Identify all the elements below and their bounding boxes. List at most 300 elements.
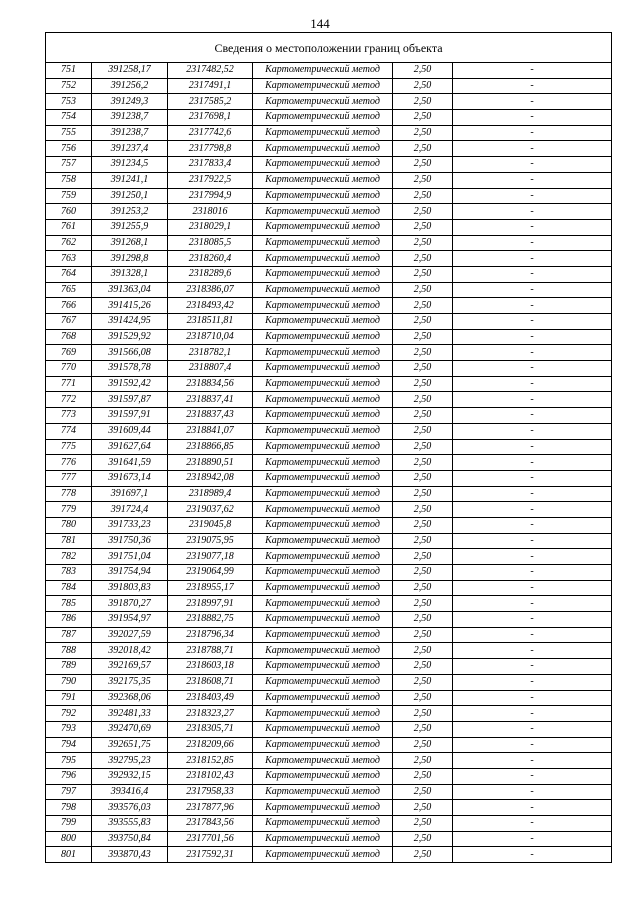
table-row bbox=[46, 157, 612, 173]
accuracy-cell: 2,50 bbox=[393, 816, 453, 832]
y-coordinate-cell: 2318837,41 bbox=[168, 392, 253, 408]
table-row bbox=[46, 408, 612, 424]
method-cell: Картометрический метод bbox=[253, 219, 393, 235]
x-coordinate-cell: 392932,15 bbox=[92, 768, 168, 784]
accuracy-cell: 2,50 bbox=[393, 408, 453, 424]
y-coordinate-cell: 2317592,31 bbox=[168, 847, 253, 863]
method-cell: Картометрический метод bbox=[253, 314, 393, 330]
accuracy-cell: 2,50 bbox=[393, 219, 453, 235]
x-coordinate-cell: 391592,42 bbox=[92, 376, 168, 392]
accuracy-cell: 2,50 bbox=[393, 674, 453, 690]
point-number-cell: 793 bbox=[46, 721, 92, 737]
method-cell: Картометрический метод bbox=[253, 204, 393, 220]
x-coordinate-cell: 391268,1 bbox=[92, 235, 168, 251]
x-coordinate-cell: 391597,87 bbox=[92, 392, 168, 408]
method-cell: Картометрический метод bbox=[253, 486, 393, 502]
x-coordinate-cell: 391298,8 bbox=[92, 251, 168, 267]
point-number-cell: 800 bbox=[46, 831, 92, 847]
x-coordinate-cell: 392027,59 bbox=[92, 627, 168, 643]
accuracy-cell: 2,50 bbox=[393, 596, 453, 612]
point-number-cell: 763 bbox=[46, 251, 92, 267]
y-coordinate-cell: 2318260,4 bbox=[168, 251, 253, 267]
accuracy-cell: 2,50 bbox=[393, 361, 453, 377]
accuracy-cell: 2,50 bbox=[393, 643, 453, 659]
method-cell: Картометрический метод bbox=[253, 627, 393, 643]
x-coordinate-cell: 391724,4 bbox=[92, 502, 168, 518]
point-number-cell: 789 bbox=[46, 659, 92, 675]
table-row bbox=[46, 251, 612, 267]
description-cell: - bbox=[453, 784, 612, 800]
y-coordinate-cell: 2318942,08 bbox=[168, 470, 253, 486]
y-coordinate-cell: 2318386,07 bbox=[168, 282, 253, 298]
point-number-cell: 773 bbox=[46, 408, 92, 424]
y-coordinate-cell: 2319037,62 bbox=[168, 502, 253, 518]
x-coordinate-cell: 391328,1 bbox=[92, 266, 168, 282]
accuracy-cell: 2,50 bbox=[393, 266, 453, 282]
point-number-cell: 792 bbox=[46, 706, 92, 722]
table-row bbox=[46, 596, 612, 612]
table-row bbox=[46, 63, 612, 79]
accuracy-cell: 2,50 bbox=[393, 690, 453, 706]
y-coordinate-cell: 2318997,91 bbox=[168, 596, 253, 612]
table-row bbox=[46, 612, 612, 628]
x-coordinate-cell: 391641,59 bbox=[92, 455, 168, 471]
y-coordinate-cell: 2318289,6 bbox=[168, 266, 253, 282]
point-number-cell: 753 bbox=[46, 94, 92, 110]
method-cell: Картометрический метод bbox=[253, 329, 393, 345]
method-cell: Картометрический метод bbox=[253, 298, 393, 314]
description-cell: - bbox=[453, 282, 612, 298]
y-coordinate-cell: 2317877,96 bbox=[168, 800, 253, 816]
accuracy-cell: 2,50 bbox=[393, 251, 453, 267]
y-coordinate-cell: 2317585,2 bbox=[168, 94, 253, 110]
table-row bbox=[46, 110, 612, 126]
table-row bbox=[46, 674, 612, 690]
description-cell: - bbox=[453, 753, 612, 769]
accuracy-cell: 2,50 bbox=[393, 455, 453, 471]
y-coordinate-cell: 2318209,66 bbox=[168, 737, 253, 753]
table-row bbox=[46, 737, 612, 753]
method-cell: Картометрический метод bbox=[253, 737, 393, 753]
table-row bbox=[46, 78, 612, 94]
accuracy-cell: 2,50 bbox=[393, 314, 453, 330]
description-cell: - bbox=[453, 816, 612, 832]
method-cell: Картометрический метод bbox=[253, 110, 393, 126]
description-cell: - bbox=[453, 565, 612, 581]
method-cell: Картометрический метод bbox=[253, 266, 393, 282]
point-number-cell: 775 bbox=[46, 439, 92, 455]
y-coordinate-cell: 2317843,56 bbox=[168, 816, 253, 832]
x-coordinate-cell: 392795,23 bbox=[92, 753, 168, 769]
method-cell: Картометрический метод bbox=[253, 345, 393, 361]
accuracy-cell: 2,50 bbox=[393, 439, 453, 455]
description-cell: - bbox=[453, 831, 612, 847]
point-number-cell: 781 bbox=[46, 533, 92, 549]
table-row bbox=[46, 502, 612, 518]
y-coordinate-cell: 2318603,18 bbox=[168, 659, 253, 675]
method-cell: Картометрический метод bbox=[253, 565, 393, 581]
table-row bbox=[46, 423, 612, 439]
point-number-cell: 783 bbox=[46, 565, 92, 581]
description-cell: - bbox=[453, 141, 612, 157]
method-cell: Картометрический метод bbox=[253, 847, 393, 863]
y-coordinate-cell: 2318955,17 bbox=[168, 580, 253, 596]
point-number-cell: 798 bbox=[46, 800, 92, 816]
point-number-cell: 786 bbox=[46, 612, 92, 628]
description-cell: - bbox=[453, 517, 612, 533]
method-cell: Картометрический метод bbox=[253, 282, 393, 298]
accuracy-cell: 2,50 bbox=[393, 110, 453, 126]
description-cell: - bbox=[453, 596, 612, 612]
accuracy-cell: 2,50 bbox=[393, 376, 453, 392]
x-coordinate-cell: 391597,91 bbox=[92, 408, 168, 424]
x-coordinate-cell: 391754,94 bbox=[92, 565, 168, 581]
description-cell: - bbox=[453, 235, 612, 251]
y-coordinate-cell: 2317698,1 bbox=[168, 110, 253, 126]
accuracy-cell: 2,50 bbox=[393, 78, 453, 94]
method-cell: Картометрический метод bbox=[253, 659, 393, 675]
point-number-cell: 751 bbox=[46, 63, 92, 79]
table-row bbox=[46, 266, 612, 282]
x-coordinate-cell: 391566,08 bbox=[92, 345, 168, 361]
accuracy-cell: 2,50 bbox=[393, 502, 453, 518]
method-cell: Картометрический метод bbox=[253, 455, 393, 471]
y-coordinate-cell: 2318837,43 bbox=[168, 408, 253, 424]
description-cell: - bbox=[453, 768, 612, 784]
method-cell: Картометрический метод bbox=[253, 596, 393, 612]
accuracy-cell: 2,50 bbox=[393, 188, 453, 204]
table-row bbox=[46, 690, 612, 706]
method-cell: Картометрический метод bbox=[253, 470, 393, 486]
y-coordinate-cell: 2318882,75 bbox=[168, 612, 253, 628]
x-coordinate-cell: 391249,3 bbox=[92, 94, 168, 110]
method-cell: Картометрический метод bbox=[253, 612, 393, 628]
method-cell: Картометрический метод bbox=[253, 517, 393, 533]
y-coordinate-cell: 2318029,1 bbox=[168, 219, 253, 235]
description-cell: - bbox=[453, 847, 612, 863]
accuracy-cell: 2,50 bbox=[393, 753, 453, 769]
description-cell: - bbox=[453, 800, 612, 816]
accuracy-cell: 2,50 bbox=[393, 486, 453, 502]
table-row bbox=[46, 753, 612, 769]
table-row bbox=[46, 282, 612, 298]
method-cell: Картометрический метод bbox=[253, 172, 393, 188]
table-row bbox=[46, 721, 612, 737]
table-row bbox=[46, 517, 612, 533]
table-row bbox=[46, 141, 612, 157]
point-number-cell: 776 bbox=[46, 455, 92, 471]
method-cell: Картометрический метод bbox=[253, 125, 393, 141]
point-number-cell: 785 bbox=[46, 596, 92, 612]
description-cell: - bbox=[453, 423, 612, 439]
description-cell: - bbox=[453, 266, 612, 282]
method-cell: Картометрический метод bbox=[253, 502, 393, 518]
accuracy-cell: 2,50 bbox=[393, 172, 453, 188]
accuracy-cell: 2,50 bbox=[393, 204, 453, 220]
y-coordinate-cell: 2318710,04 bbox=[168, 329, 253, 345]
point-number-cell: 756 bbox=[46, 141, 92, 157]
accuracy-cell: 2,50 bbox=[393, 533, 453, 549]
description-cell: - bbox=[453, 345, 612, 361]
description-cell: - bbox=[453, 627, 612, 643]
description-cell: - bbox=[453, 580, 612, 596]
y-coordinate-cell: 2317798,8 bbox=[168, 141, 253, 157]
x-coordinate-cell: 391424,95 bbox=[92, 314, 168, 330]
method-cell: Картометрический метод bbox=[253, 721, 393, 737]
accuracy-cell: 2,50 bbox=[393, 63, 453, 79]
x-coordinate-cell: 391609,44 bbox=[92, 423, 168, 439]
accuracy-cell: 2,50 bbox=[393, 768, 453, 784]
method-cell: Картометрический метод bbox=[253, 376, 393, 392]
y-coordinate-cell: 2318102,43 bbox=[168, 768, 253, 784]
x-coordinate-cell: 392368,06 bbox=[92, 690, 168, 706]
y-coordinate-cell: 2318323,27 bbox=[168, 706, 253, 722]
point-number-cell: 755 bbox=[46, 125, 92, 141]
table-row bbox=[46, 533, 612, 549]
method-cell: Картометрический метод bbox=[253, 361, 393, 377]
table-row bbox=[46, 659, 612, 675]
description-cell: - bbox=[453, 533, 612, 549]
description-cell: - bbox=[453, 455, 612, 471]
x-coordinate-cell: 391255,9 bbox=[92, 219, 168, 235]
table-row bbox=[46, 549, 612, 565]
x-coordinate-cell: 391237,4 bbox=[92, 141, 168, 157]
point-number-cell: 780 bbox=[46, 517, 92, 533]
x-coordinate-cell: 392470,69 bbox=[92, 721, 168, 737]
method-cell: Картометрический метод bbox=[253, 188, 393, 204]
accuracy-cell: 2,50 bbox=[393, 831, 453, 847]
method-cell: Картометрический метод bbox=[253, 549, 393, 565]
description-cell: - bbox=[453, 78, 612, 94]
x-coordinate-cell: 391238,7 bbox=[92, 125, 168, 141]
description-cell: - bbox=[453, 737, 612, 753]
boundary-coordinates-table bbox=[45, 32, 612, 863]
description-cell: - bbox=[453, 690, 612, 706]
x-coordinate-cell: 391234,5 bbox=[92, 157, 168, 173]
x-coordinate-cell: 391250,1 bbox=[92, 188, 168, 204]
x-coordinate-cell: 391256,2 bbox=[92, 78, 168, 94]
description-cell: - bbox=[453, 110, 612, 126]
point-number-cell: 752 bbox=[46, 78, 92, 94]
method-cell: Картометрический метод bbox=[253, 831, 393, 847]
point-number-cell: 801 bbox=[46, 847, 92, 863]
x-coordinate-cell: 391673,14 bbox=[92, 470, 168, 486]
description-cell: - bbox=[453, 361, 612, 377]
point-number-cell: 777 bbox=[46, 470, 92, 486]
accuracy-cell: 2,50 bbox=[393, 612, 453, 628]
x-coordinate-cell: 391751,04 bbox=[92, 549, 168, 565]
point-number-cell: 768 bbox=[46, 329, 92, 345]
table-row bbox=[46, 188, 612, 204]
accuracy-cell: 2,50 bbox=[393, 423, 453, 439]
accuracy-cell: 2,50 bbox=[393, 282, 453, 298]
accuracy-cell: 2,50 bbox=[393, 706, 453, 722]
description-cell: - bbox=[453, 706, 612, 722]
point-number-cell: 787 bbox=[46, 627, 92, 643]
accuracy-cell: 2,50 bbox=[393, 345, 453, 361]
y-coordinate-cell: 2319045,8 bbox=[168, 517, 253, 533]
x-coordinate-cell: 391363,04 bbox=[92, 282, 168, 298]
y-coordinate-cell: 2318989,4 bbox=[168, 486, 253, 502]
x-coordinate-cell: 391253,2 bbox=[92, 204, 168, 220]
table-row bbox=[46, 470, 612, 486]
x-coordinate-cell: 391578,78 bbox=[92, 361, 168, 377]
y-coordinate-cell: 2318807,4 bbox=[168, 361, 253, 377]
page-number: 144 bbox=[310, 16, 330, 31]
method-cell: Картометрический метод bbox=[253, 690, 393, 706]
method-cell: Картометрический метод bbox=[253, 768, 393, 784]
accuracy-cell: 2,50 bbox=[393, 721, 453, 737]
x-coordinate-cell: 391870,27 bbox=[92, 596, 168, 612]
point-number-cell: 760 bbox=[46, 204, 92, 220]
point-number-cell: 784 bbox=[46, 580, 92, 596]
table-row bbox=[46, 125, 612, 141]
description-cell: - bbox=[453, 125, 612, 141]
y-coordinate-cell: 2318403,49 bbox=[168, 690, 253, 706]
method-cell: Картометрический метод bbox=[253, 800, 393, 816]
y-coordinate-cell: 2317994,9 bbox=[168, 188, 253, 204]
description-cell: - bbox=[453, 94, 612, 110]
table-row bbox=[46, 565, 612, 581]
y-coordinate-cell: 2317833,4 bbox=[168, 157, 253, 173]
description-cell: - bbox=[453, 439, 612, 455]
y-coordinate-cell: 2318782,1 bbox=[168, 345, 253, 361]
description-cell: - bbox=[453, 502, 612, 518]
table-row bbox=[46, 706, 612, 722]
method-cell: Картометрический метод bbox=[253, 674, 393, 690]
accuracy-cell: 2,50 bbox=[393, 157, 453, 173]
point-number-cell: 769 bbox=[46, 345, 92, 361]
accuracy-cell: 2,50 bbox=[393, 800, 453, 816]
method-cell: Картометрический метод bbox=[253, 439, 393, 455]
x-coordinate-cell: 391733,23 bbox=[92, 517, 168, 533]
point-number-cell: 762 bbox=[46, 235, 92, 251]
x-coordinate-cell: 391750,36 bbox=[92, 533, 168, 549]
x-coordinate-cell: 391238,7 bbox=[92, 110, 168, 126]
point-number-cell: 759 bbox=[46, 188, 92, 204]
table-title: Сведения о местоположении границ объекта bbox=[46, 33, 612, 63]
x-coordinate-cell: 392169,57 bbox=[92, 659, 168, 675]
y-coordinate-cell: 2318890,51 bbox=[168, 455, 253, 471]
method-cell: Картометрический метод bbox=[253, 816, 393, 832]
point-number-cell: 794 bbox=[46, 737, 92, 753]
description-cell: - bbox=[453, 251, 612, 267]
point-number-cell: 772 bbox=[46, 392, 92, 408]
x-coordinate-cell: 392651,75 bbox=[92, 737, 168, 753]
point-number-cell: 774 bbox=[46, 423, 92, 439]
x-coordinate-cell: 391529,92 bbox=[92, 329, 168, 345]
table-row bbox=[46, 768, 612, 784]
table-row bbox=[46, 376, 612, 392]
method-cell: Картометрический метод bbox=[253, 643, 393, 659]
description-cell: - bbox=[453, 298, 612, 314]
x-coordinate-cell: 391415,26 bbox=[92, 298, 168, 314]
x-coordinate-cell: 393750,84 bbox=[92, 831, 168, 847]
accuracy-cell: 2,50 bbox=[393, 847, 453, 863]
method-cell: Картометрический метод bbox=[253, 423, 393, 439]
x-coordinate-cell: 391627,64 bbox=[92, 439, 168, 455]
method-cell: Картометрический метод bbox=[253, 580, 393, 596]
table-row bbox=[46, 204, 612, 220]
accuracy-cell: 2,50 bbox=[393, 329, 453, 345]
x-coordinate-cell: 393416,4 bbox=[92, 784, 168, 800]
method-cell: Картометрический метод bbox=[253, 94, 393, 110]
accuracy-cell: 2,50 bbox=[393, 235, 453, 251]
y-coordinate-cell: 2319075,95 bbox=[168, 533, 253, 549]
y-coordinate-cell: 2317482,52 bbox=[168, 63, 253, 79]
method-cell: Картометрический метод bbox=[253, 141, 393, 157]
description-cell: - bbox=[453, 659, 612, 675]
method-cell: Картометрический метод bbox=[253, 235, 393, 251]
method-cell: Картометрический метод bbox=[253, 533, 393, 549]
point-number-cell: 761 bbox=[46, 219, 92, 235]
table-row bbox=[46, 816, 612, 832]
description-cell: - bbox=[453, 63, 612, 79]
accuracy-cell: 2,50 bbox=[393, 565, 453, 581]
table-row bbox=[46, 627, 612, 643]
y-coordinate-cell: 2317958,33 bbox=[168, 784, 253, 800]
y-coordinate-cell: 2319077,18 bbox=[168, 549, 253, 565]
accuracy-cell: 2,50 bbox=[393, 784, 453, 800]
description-cell: - bbox=[453, 157, 612, 173]
accuracy-cell: 2,50 bbox=[393, 470, 453, 486]
table-row bbox=[46, 643, 612, 659]
x-coordinate-cell: 391803,83 bbox=[92, 580, 168, 596]
point-number-cell: 766 bbox=[46, 298, 92, 314]
accuracy-cell: 2,50 bbox=[393, 659, 453, 675]
table-row bbox=[46, 439, 612, 455]
y-coordinate-cell: 2317701,56 bbox=[168, 831, 253, 847]
description-cell: - bbox=[453, 408, 612, 424]
method-cell: Картометрический метод bbox=[253, 157, 393, 173]
description-cell: - bbox=[453, 314, 612, 330]
accuracy-cell: 2,50 bbox=[393, 627, 453, 643]
point-number-cell: 770 bbox=[46, 361, 92, 377]
y-coordinate-cell: 2317491,1 bbox=[168, 78, 253, 94]
y-coordinate-cell: 2318493,42 bbox=[168, 298, 253, 314]
description-cell: - bbox=[453, 392, 612, 408]
x-coordinate-cell: 393555,83 bbox=[92, 816, 168, 832]
method-cell: Картометрический метод bbox=[253, 784, 393, 800]
description-cell: - bbox=[453, 721, 612, 737]
table-row bbox=[46, 831, 612, 847]
table-row bbox=[46, 345, 612, 361]
y-coordinate-cell: 2318085,5 bbox=[168, 235, 253, 251]
y-coordinate-cell: 2317922,5 bbox=[168, 172, 253, 188]
description-cell: - bbox=[453, 486, 612, 502]
x-coordinate-cell: 392018,42 bbox=[92, 643, 168, 659]
table-row bbox=[46, 800, 612, 816]
method-cell: Картометрический метод bbox=[253, 408, 393, 424]
point-number-cell: 754 bbox=[46, 110, 92, 126]
point-number-cell: 790 bbox=[46, 674, 92, 690]
y-coordinate-cell: 2318788,71 bbox=[168, 643, 253, 659]
table-row bbox=[46, 235, 612, 251]
method-cell: Картометрический метод bbox=[253, 392, 393, 408]
x-coordinate-cell: 392481,33 bbox=[92, 706, 168, 722]
method-cell: Картометрический метод bbox=[253, 78, 393, 94]
x-coordinate-cell: 393870,43 bbox=[92, 847, 168, 863]
y-coordinate-cell: 2319064,99 bbox=[168, 565, 253, 581]
description-cell: - bbox=[453, 188, 612, 204]
method-cell: Картометрический метод bbox=[253, 753, 393, 769]
y-coordinate-cell: 2318608,71 bbox=[168, 674, 253, 690]
x-coordinate-cell: 393576,03 bbox=[92, 800, 168, 816]
table-row bbox=[46, 847, 612, 863]
point-number-cell: 765 bbox=[46, 282, 92, 298]
table-row bbox=[46, 329, 612, 345]
table-row bbox=[46, 361, 612, 377]
